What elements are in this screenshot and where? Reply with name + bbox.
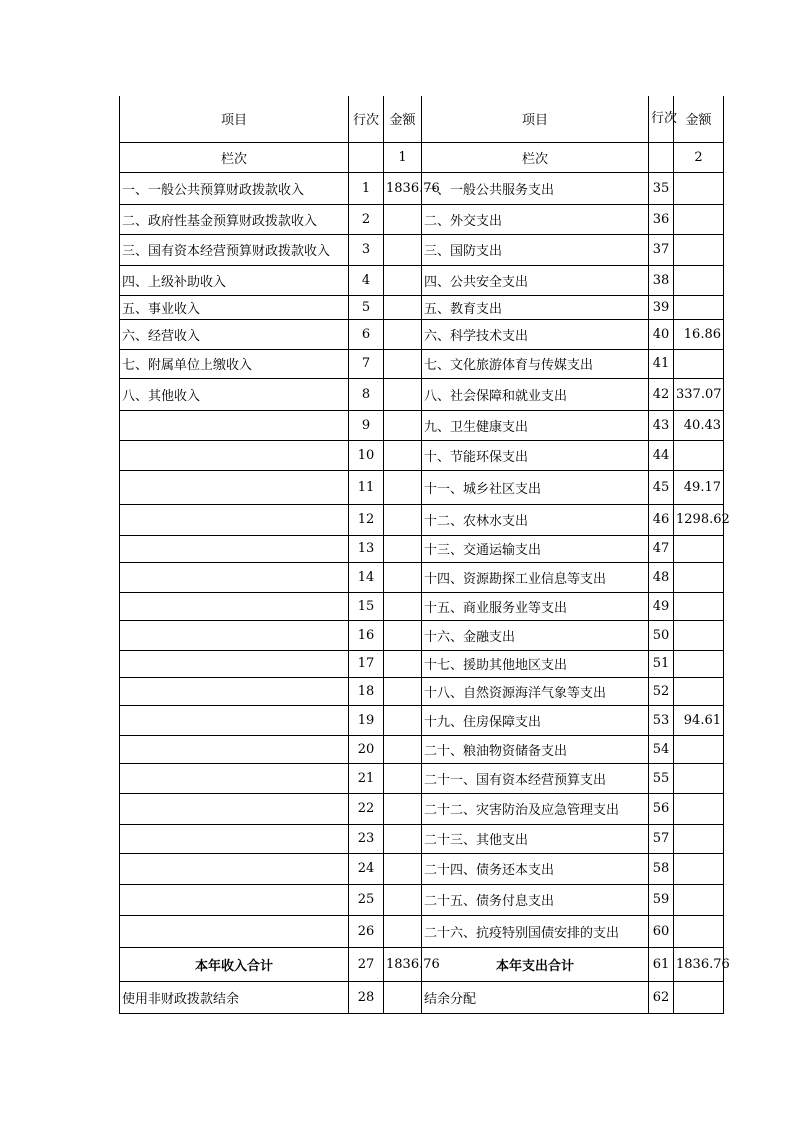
expense-item: 七、文化旅游体育与传媒支出 <box>422 349 649 378</box>
table-row <box>120 319 724 349</box>
expense-amount: 1298.62 <box>674 504 724 535</box>
income-amount <box>384 535 422 562</box>
expense-item: 十一、城乡社区支出 <box>422 470 649 504</box>
expense-line-number: 42 <box>649 378 674 410</box>
expense-line-number: 37 <box>649 234 674 265</box>
income-line-number: 6 <box>349 319 384 349</box>
income-amount <box>384 295 422 319</box>
colnum-label-right: 栏次 <box>422 142 649 172</box>
colnum-empty-left <box>349 142 384 172</box>
income-amount <box>384 677 422 705</box>
expense-line-number: 50 <box>649 620 674 650</box>
expense-line-number: 60 <box>649 915 674 947</box>
income-total-amount: 1836.76 <box>384 947 422 981</box>
expense-item: 八、社会保障和就业支出 <box>422 378 649 410</box>
expense-amount: 40.43 <box>674 410 724 440</box>
expense-amount <box>674 620 724 650</box>
expense-total-line: 61 <box>649 947 674 981</box>
expense-item: 十六、金融支出 <box>422 620 649 650</box>
income-line-number: 13 <box>349 535 384 562</box>
expense-item: 一、一般公共服务支出 <box>422 172 649 204</box>
income-item <box>120 677 349 705</box>
table-row <box>120 620 724 650</box>
income-line-number: 9 <box>349 410 384 440</box>
expense-line-number: 59 <box>649 884 674 915</box>
income-item <box>120 535 349 562</box>
table-row <box>120 204 724 234</box>
expense-line-number: 53 <box>649 705 674 735</box>
expense-line-number: 40 <box>649 319 674 349</box>
table-row <box>120 295 724 319</box>
income-line-number: 8 <box>349 378 384 410</box>
expense-line-number: 39 <box>649 295 674 319</box>
income-item: 三、国有资本经营预算财政拨款收入 <box>120 234 349 265</box>
income-line-number: 16 <box>349 620 384 650</box>
expense-line-number: 43 <box>649 410 674 440</box>
expense-item: 十八、自然资源海洋气象等支出 <box>422 677 649 705</box>
income-amount <box>384 562 422 592</box>
table-row <box>120 793 724 824</box>
balance-distribution-line: 62 <box>649 981 674 1013</box>
income-item <box>120 470 349 504</box>
income-amount <box>384 204 422 234</box>
column-number-row <box>120 142 724 172</box>
non-fiscal-balance-label: 使用非财政拨款结余 <box>120 981 349 1013</box>
expense-amount <box>674 265 724 295</box>
expense-line-number: 44 <box>649 440 674 470</box>
expense-line-number: 48 <box>649 562 674 592</box>
expense-amount <box>674 172 724 204</box>
expense-line-number: 56 <box>649 793 674 824</box>
expense-line-number: 36 <box>649 204 674 234</box>
colnum-empty-right <box>649 142 674 172</box>
table-row <box>120 650 724 677</box>
income-item <box>120 915 349 947</box>
expense-total-label: 本年支出合计 <box>422 947 649 981</box>
expense-line-number: 51 <box>649 650 674 677</box>
header-item-left: 项目 <box>120 96 349 142</box>
income-line-number: 20 <box>349 735 384 763</box>
expense-item: 三、国防支出 <box>422 234 649 265</box>
final-accounts-table <box>119 96 730 1014</box>
expense-amount <box>674 763 724 793</box>
income-line-number: 10 <box>349 440 384 470</box>
table-row <box>120 592 724 620</box>
income-item: 八、其他收入 <box>120 378 349 410</box>
colnum-number-left: 1 <box>384 142 422 172</box>
table-row <box>120 705 724 735</box>
expense-amount <box>674 793 724 824</box>
income-item <box>120 735 349 763</box>
income-line-number: 3 <box>349 234 384 265</box>
header-line-left: 行次 <box>349 96 384 142</box>
income-line-number: 12 <box>349 504 384 535</box>
income-amount <box>384 884 422 915</box>
income-line-number: 11 <box>349 470 384 504</box>
income-amount <box>384 234 422 265</box>
expense-line-number: 49 <box>649 592 674 620</box>
expense-amount <box>674 592 724 620</box>
expense-item: 十五、商业服务业等支出 <box>422 592 649 620</box>
expense-amount <box>674 915 724 947</box>
table-row <box>120 735 724 763</box>
expense-item: 二十二、灾害防治及应急管理支出 <box>422 793 649 824</box>
expense-amount <box>674 562 724 592</box>
colnum-number-right: 2 <box>674 142 724 172</box>
income-item <box>120 504 349 535</box>
table-row <box>120 824 724 853</box>
table-row <box>120 677 724 705</box>
expense-line-number: 45 <box>649 470 674 504</box>
expense-amount: 49.17 <box>674 470 724 504</box>
table-row <box>120 504 724 535</box>
income-amount: 1836.76 <box>384 172 422 204</box>
expense-line-number: 54 <box>649 735 674 763</box>
income-item <box>120 562 349 592</box>
expense-item: 二十五、债务付息支出 <box>422 884 649 915</box>
expense-amount <box>674 824 724 853</box>
expense-line-number: 58 <box>649 853 674 884</box>
income-item <box>120 884 349 915</box>
income-amount <box>384 378 422 410</box>
expense-item: 十三、交通运输支出 <box>422 535 649 562</box>
income-item <box>120 410 349 440</box>
table-row <box>120 265 724 295</box>
balance-distribution-label: 结余分配 <box>422 981 649 1013</box>
income-amount <box>384 440 422 470</box>
table-row <box>120 378 724 410</box>
expense-total-amount: 1836.76 <box>674 947 724 981</box>
income-line-number: 22 <box>349 793 384 824</box>
income-line-number: 23 <box>349 824 384 853</box>
income-item <box>120 763 349 793</box>
income-line-number: 24 <box>349 853 384 884</box>
income-line-number: 25 <box>349 884 384 915</box>
expense-amount <box>674 650 724 677</box>
income-line-number: 19 <box>349 705 384 735</box>
income-item <box>120 592 349 620</box>
table-row <box>120 172 724 204</box>
expense-item: 四、公共安全支出 <box>422 265 649 295</box>
income-item <box>120 853 349 884</box>
expense-item: 十七、援助其他地区支出 <box>422 650 649 677</box>
income-amount <box>384 349 422 378</box>
income-item: 五、事业收入 <box>120 295 349 319</box>
income-total-line: 27 <box>349 947 384 981</box>
expense-line-number: 41 <box>649 349 674 378</box>
income-line-number: 7 <box>349 349 384 378</box>
income-line-number: 2 <box>349 204 384 234</box>
income-item <box>120 620 349 650</box>
expense-item: 二十四、债务还本支出 <box>422 853 649 884</box>
expense-item: 二十三、其他支出 <box>422 824 649 853</box>
income-amount <box>384 915 422 947</box>
colnum-label-left: 栏次 <box>120 142 349 172</box>
income-item: 七、附属单位上缴收入 <box>120 349 349 378</box>
income-line-number: 26 <box>349 915 384 947</box>
expense-line-number: 46 <box>649 504 674 535</box>
expense-amount <box>674 295 724 319</box>
header-amount-right: 金额 <box>674 96 724 142</box>
non-fiscal-balance-amount <box>384 981 422 1013</box>
table-row <box>120 440 724 470</box>
income-amount <box>384 319 422 349</box>
income-line-number: 4 <box>349 265 384 295</box>
header-line-right: 行次 <box>649 96 674 142</box>
header-item-right: 项目 <box>422 96 649 142</box>
expense-item: 十二、农林水支出 <box>422 504 649 535</box>
income-item <box>120 793 349 824</box>
income-amount <box>384 410 422 440</box>
income-item <box>120 650 349 677</box>
income-item: 四、上级补助收入 <box>120 265 349 295</box>
expense-amount <box>674 884 724 915</box>
table-row <box>120 410 724 440</box>
income-amount <box>384 763 422 793</box>
expense-line-number: 35 <box>649 172 674 204</box>
table-row <box>120 884 724 915</box>
income-amount <box>384 853 422 884</box>
expense-line-number: 57 <box>649 824 674 853</box>
expense-amount <box>674 204 724 234</box>
income-amount <box>384 470 422 504</box>
income-line-number: 17 <box>349 650 384 677</box>
income-item: 六、经营收入 <box>120 319 349 349</box>
header-row <box>120 96 724 142</box>
expense-amount <box>674 735 724 763</box>
table-row <box>120 562 724 592</box>
table-row <box>120 470 724 504</box>
income-item <box>120 824 349 853</box>
expense-item: 十、节能环保支出 <box>422 440 649 470</box>
expense-line-number: 47 <box>649 535 674 562</box>
income-amount <box>384 504 422 535</box>
expense-amount <box>674 440 724 470</box>
expense-line-number: 55 <box>649 763 674 793</box>
expense-item: 十四、资源勘探工业信息等支出 <box>422 562 649 592</box>
income-amount <box>384 592 422 620</box>
expense-item: 二十、粮油物资储备支出 <box>422 735 649 763</box>
income-amount <box>384 265 422 295</box>
income-amount <box>384 735 422 763</box>
income-amount <box>384 705 422 735</box>
table-row <box>120 535 724 562</box>
expense-item: 二、外交支出 <box>422 204 649 234</box>
expense-amount <box>674 535 724 562</box>
income-amount <box>384 620 422 650</box>
table-row <box>120 234 724 265</box>
non-fiscal-balance-line: 28 <box>349 981 384 1013</box>
expense-item: 九、卫生健康支出 <box>422 410 649 440</box>
balance-distribution-amount <box>674 981 724 1013</box>
expense-item: 六、科学技术支出 <box>422 319 649 349</box>
income-line-number: 14 <box>349 562 384 592</box>
expense-item: 十九、住房保障支出 <box>422 705 649 735</box>
expense-line-number: 38 <box>649 265 674 295</box>
income-line-number: 1 <box>349 172 384 204</box>
expense-line-number: 52 <box>649 677 674 705</box>
header-amount-left: 金额 <box>384 96 422 142</box>
income-item: 二、政府性基金预算财政拨款收入 <box>120 204 349 234</box>
expense-item: 二十一、国有资本经营预算支出 <box>422 763 649 793</box>
total-row <box>120 947 724 981</box>
income-item: 一、一般公共预算财政拨款收入 <box>120 172 349 204</box>
expense-amount <box>674 349 724 378</box>
income-amount <box>384 793 422 824</box>
income-line-number: 21 <box>349 763 384 793</box>
expense-item: 五、教育支出 <box>422 295 649 319</box>
income-line-number: 5 <box>349 295 384 319</box>
income-item <box>120 705 349 735</box>
table-row <box>120 763 724 793</box>
expense-amount: 16.86 <box>674 319 724 349</box>
income-total-label: 本年收入合计 <box>120 947 349 981</box>
income-line-number: 15 <box>349 592 384 620</box>
expense-item: 二十六、抗疫特别国债安排的支出 <box>422 915 649 947</box>
table-row <box>120 915 724 947</box>
income-amount <box>384 824 422 853</box>
table-row <box>120 349 724 378</box>
expense-amount <box>674 234 724 265</box>
expense-amount: 94.61 <box>674 705 724 735</box>
expense-amount <box>674 853 724 884</box>
table-body <box>120 96 730 1013</box>
expense-amount: 337.07 <box>674 378 724 410</box>
table-row <box>120 853 724 884</box>
income-amount <box>384 650 422 677</box>
income-line-number: 18 <box>349 677 384 705</box>
expense-amount <box>674 677 724 705</box>
balance-row <box>120 981 724 1013</box>
income-item <box>120 440 349 470</box>
